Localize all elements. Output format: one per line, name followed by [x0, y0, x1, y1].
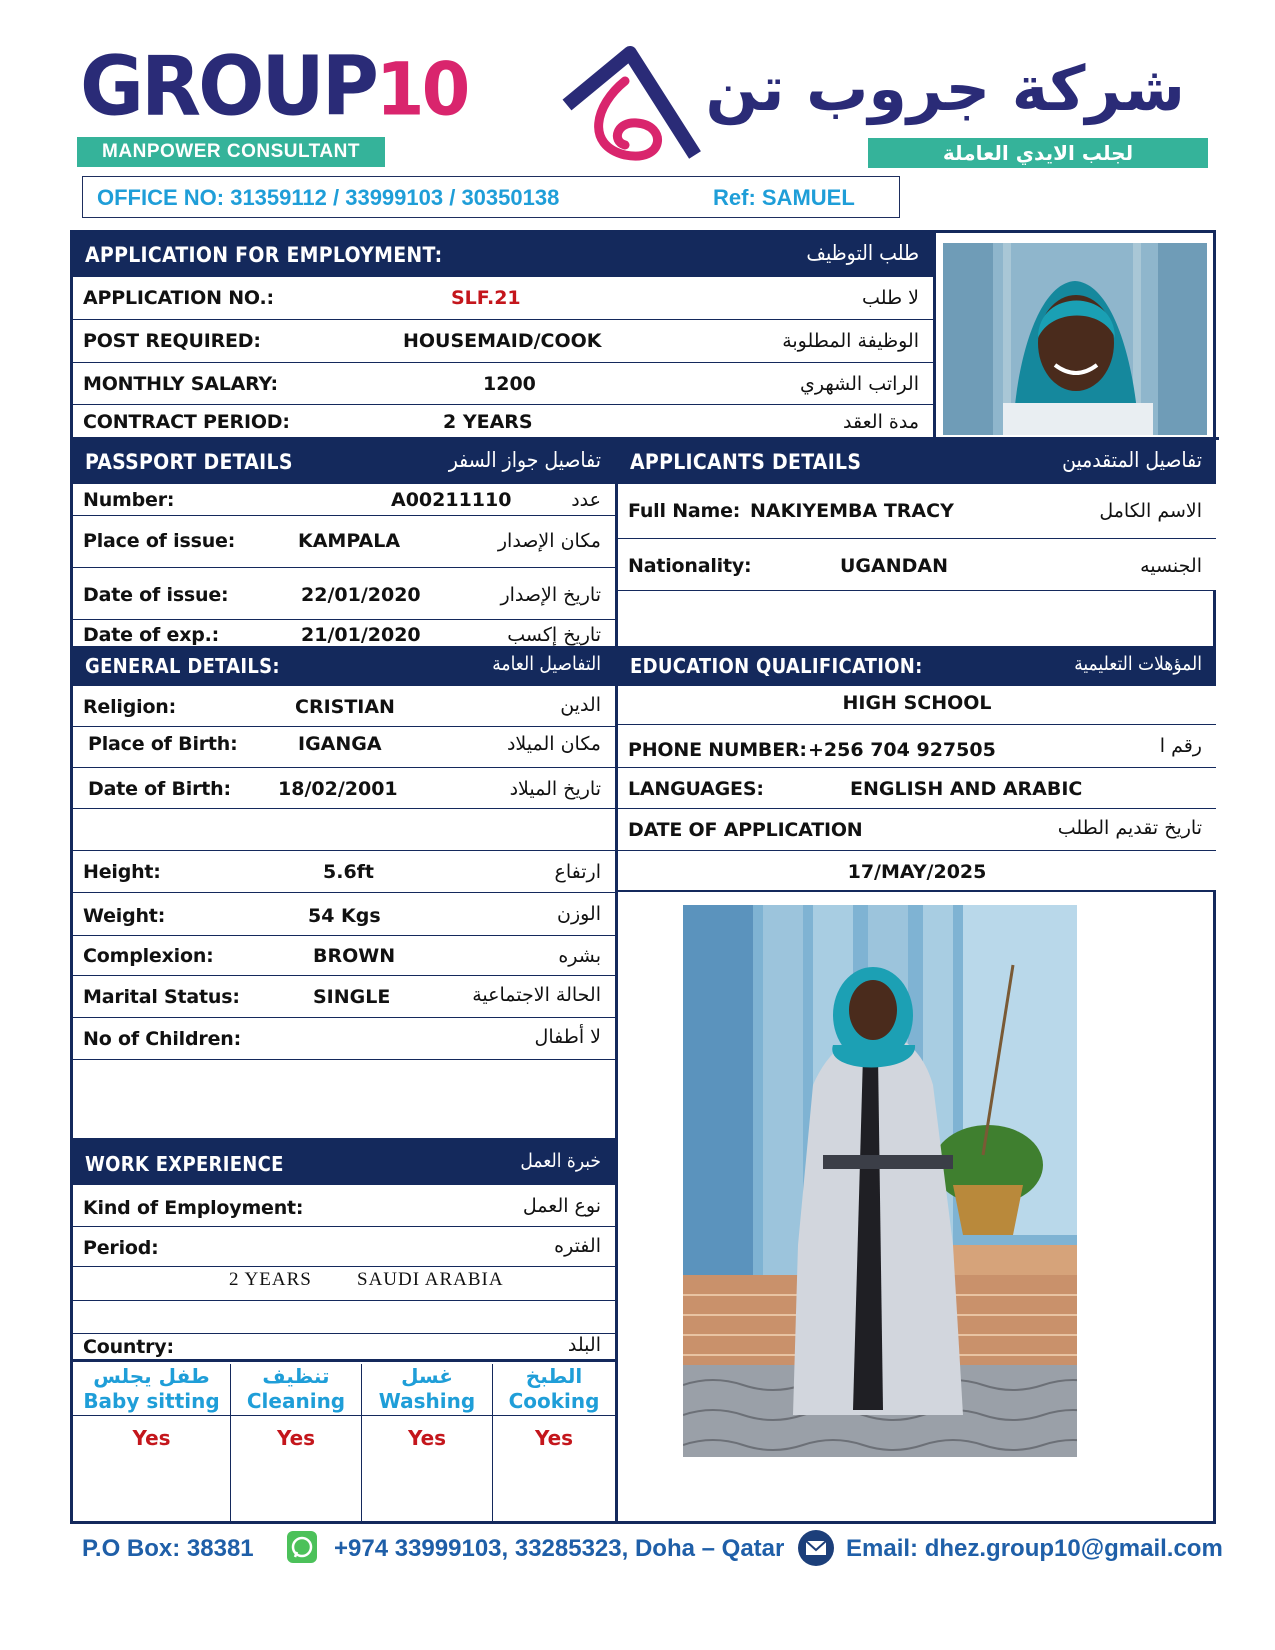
skill-value: Yes — [534, 1426, 574, 1450]
date-of-birth: 18/02/2001 — [278, 778, 398, 800]
place-of-issue: KAMPALA — [298, 530, 401, 552]
skill-label-ar: طفل يجلس — [93, 1364, 210, 1388]
applicant-headshot — [943, 243, 1207, 435]
skill-babysitting — [73, 1364, 231, 1416]
row-label-ar: عدد — [571, 489, 601, 511]
row-label-ar: البلد — [567, 1334, 601, 1356]
marital-status: SINGLE — [313, 986, 391, 1008]
date-value-row — [618, 851, 1216, 892]
row-label-ar: الدين — [560, 694, 601, 716]
place-of-birth: IGANGA — [298, 733, 382, 755]
general-row — [73, 851, 615, 893]
email-icon — [796, 1528, 836, 1568]
skill-cooking-value — [493, 1416, 615, 1521]
work-header — [73, 1141, 615, 1185]
applicant-header — [618, 440, 1216, 484]
work-row — [73, 1227, 615, 1267]
passport-header — [73, 440, 615, 484]
row-label: Religion: — [83, 696, 177, 718]
date-of-application-row — [618, 809, 1216, 851]
education-level: HIGH SCHOOL — [842, 692, 992, 714]
row-label-ar: رقم ا — [1159, 735, 1202, 757]
row-label: PHONE NUMBER: — [628, 739, 807, 761]
application-row — [73, 363, 933, 405]
general-title-ar: التفاصيل العامة — [492, 653, 601, 675]
row-label: APPLICATION NO.: — [83, 287, 274, 309]
languages: ENGLISH AND ARABIC — [850, 778, 1083, 800]
date-of-issue: 22/01/2020 — [301, 584, 421, 606]
row-label-ar: تاريخ الإصدار — [500, 584, 601, 606]
skill-washing-value — [362, 1416, 493, 1521]
general-row — [73, 936, 615, 976]
general-title-en: GENERAL DETAILS: — [85, 654, 280, 678]
skill-label-ar: تنظيف — [262, 1364, 330, 1388]
passport-row — [73, 568, 615, 620]
date-of-expiry: 21/01/2020 — [301, 624, 421, 646]
logo-main: GROUP — [80, 39, 376, 135]
general-header — [73, 646, 615, 686]
skill-washing — [362, 1364, 493, 1416]
application-row — [73, 320, 933, 363]
row-label: LANGUAGES: — [628, 778, 764, 800]
applicant-row — [618, 484, 1216, 539]
po-box: P.O Box: 38381 — [82, 1535, 254, 1562]
application-title-ar: طلب التوظيف — [806, 241, 919, 265]
skill-value: Yes — [132, 1426, 171, 1450]
row-label: Place of issue: — [83, 530, 236, 552]
application-date: 17/MAY/2025 — [847, 861, 987, 883]
row-label-ar: الوزن — [556, 903, 601, 925]
religion: CRISTIAN — [295, 696, 395, 718]
row-label-ar: الحالة الاجتماعية — [472, 984, 601, 1006]
row-label: Date of Birth: — [88, 778, 231, 800]
work-title-ar: خبرة العمل — [520, 1150, 601, 1172]
row-label-ar: الاسم الكامل — [1099, 500, 1202, 522]
education-header — [618, 646, 1216, 686]
weight: 54 Kgs — [308, 905, 381, 927]
row-label: No of Children: — [83, 1028, 241, 1050]
row-label-ar: مدة العقد — [843, 411, 919, 433]
work-country: SAUDI ARABIA — [357, 1269, 504, 1290]
arabic-logo-subtitle: لجلب الايدي العاملة — [868, 138, 1208, 168]
passport-row — [73, 620, 615, 646]
phone-row — [618, 725, 1216, 768]
row-label: Nationality: — [628, 555, 752, 577]
row-label-ar: الجنسيه — [1140, 555, 1202, 577]
row-label: Number: — [83, 489, 175, 511]
education-title-en: EDUCATION QUALIFICATION: — [630, 654, 923, 678]
passport-title-ar: تفاصيل جواز السفر — [448, 448, 601, 472]
row-label-ar: لا أطفال — [534, 1026, 601, 1048]
whatsapp-icon — [286, 1530, 318, 1564]
post-required: HOUSEMAID/COOK — [403, 330, 602, 352]
applicant-full-photo — [683, 905, 1077, 1457]
arabic-company-name: شركة جروب تن — [705, 52, 1185, 125]
row-label: POST REQUIRED: — [83, 330, 261, 352]
skill-label-ar: الطبخ — [525, 1364, 583, 1388]
company-emblem-icon — [555, 45, 705, 165]
general-row — [73, 976, 615, 1018]
work-detail-row — [73, 1267, 615, 1301]
row-label: Period: — [83, 1237, 159, 1259]
row-label-ar: تاريخ الميلاد — [509, 778, 601, 800]
application-row — [73, 277, 933, 320]
row-label-ar: ارتفاع — [554, 861, 601, 883]
row-label-ar: الفتره — [554, 1235, 601, 1257]
reference: Ref: SAMUEL — [713, 185, 855, 210]
complexion: BROWN — [313, 945, 396, 967]
office-info-box — [82, 176, 900, 218]
application-row — [73, 405, 933, 437]
general-row — [73, 686, 615, 727]
nationality: UGANDAN — [840, 555, 949, 577]
applicant-title-en: APPLICANTS DETAILS — [630, 450, 862, 474]
education-row — [618, 686, 1216, 725]
footer-phone: +974 33999103, 33285323, Doha – Qatar — [334, 1535, 785, 1562]
general-blank-row — [73, 809, 615, 851]
row-label: Date of issue: — [83, 584, 229, 606]
height: 5.6ft — [323, 861, 375, 883]
passport-title-en: PASSPORT DETAILS — [85, 450, 293, 474]
skill-value: Yes — [407, 1426, 447, 1450]
skill-label: Baby sitting — [83, 1389, 220, 1413]
application-form — [70, 230, 1216, 1524]
row-label: Full Name: — [628, 500, 741, 522]
work-row — [73, 1185, 615, 1227]
languages-row — [618, 768, 1216, 809]
application-header — [73, 233, 933, 277]
skill-label: Cleaning — [246, 1389, 346, 1413]
work-title-en: WORK EXPERIENCE — [85, 1152, 284, 1176]
passport-number: A00211110 — [391, 489, 512, 511]
skill-cleaning — [231, 1364, 362, 1416]
row-label: Kind of Employment: — [83, 1197, 304, 1219]
application-title-en: APPLICATION FOR EMPLOYMENT: — [85, 243, 443, 267]
company-logo-text — [80, 39, 468, 135]
passport-row — [73, 484, 615, 516]
row-label: Height: — [83, 861, 161, 883]
row-label-ar: لا طلب — [862, 287, 919, 309]
row-label: Weight: — [83, 905, 166, 927]
skill-label: Washing — [378, 1389, 476, 1413]
applicant-row — [618, 539, 1216, 591]
full-name: NAKIYEMBA TRACY — [750, 500, 954, 522]
application-number: SLF.21 — [451, 287, 521, 309]
general-row — [73, 1018, 615, 1060]
skill-cleaning-value — [231, 1416, 362, 1521]
skill-cooking — [493, 1364, 615, 1416]
row-label-ar: مكان الإصدار — [497, 530, 601, 552]
skill-label-ar: غسل — [401, 1364, 453, 1388]
row-label: Country: — [83, 1336, 174, 1358]
row-label: Place of Birth: — [88, 733, 238, 755]
row-label: DATE OF APPLICATION — [628, 819, 863, 841]
skill-babysitting-value — [73, 1416, 231, 1521]
row-label-ar: تاريخ إكسب — [507, 624, 601, 646]
monthly-salary: 1200 — [483, 373, 536, 395]
office-numbers: OFFICE NO: 31359112 / 33999103 / 30350138 — [97, 185, 560, 210]
skill-value: Yes — [276, 1426, 316, 1450]
work-blank-row — [73, 1301, 615, 1334]
row-label-ar: مكان الميلاد — [506, 733, 601, 755]
row-label-ar: تاريخ تقديم الطلب — [1057, 817, 1202, 839]
row-label-ar: الراتب الشهري — [800, 373, 919, 395]
country-row — [73, 1334, 615, 1362]
general-row — [73, 893, 615, 936]
row-label: Date of exp.: — [83, 624, 220, 646]
logo-number: 10 — [375, 46, 468, 133]
passport-row — [73, 516, 615, 568]
logo-subtitle: MANPOWER CONSULTANT — [77, 137, 385, 167]
work-period: 2 YEARS — [229, 1269, 312, 1290]
row-label-ar: الوظيفة المطلوبة — [782, 330, 919, 352]
applicant-title-ar: تفاصيل المتقدمين — [1062, 448, 1202, 472]
footer-email: Email: dhez.group10@gmail.com — [846, 1535, 1223, 1562]
row-label: Complexion: — [83, 945, 214, 967]
row-label: CONTRACT PERIOD: — [83, 411, 290, 433]
row-label-ar: نوع العمل — [522, 1195, 601, 1217]
row-label: MONTHLY SALARY: — [83, 373, 278, 395]
row-label: Marital Status: — [83, 986, 240, 1008]
row-label-ar: بشره — [558, 945, 601, 967]
education-title-ar: المؤهلات التعليمية — [1074, 653, 1202, 675]
general-row — [73, 727, 615, 768]
general-row — [73, 768, 615, 809]
phone-number: +256 704 927505 — [808, 739, 996, 761]
skill-label: Cooking — [508, 1389, 600, 1413]
contract-period: 2 YEARS — [443, 411, 533, 433]
